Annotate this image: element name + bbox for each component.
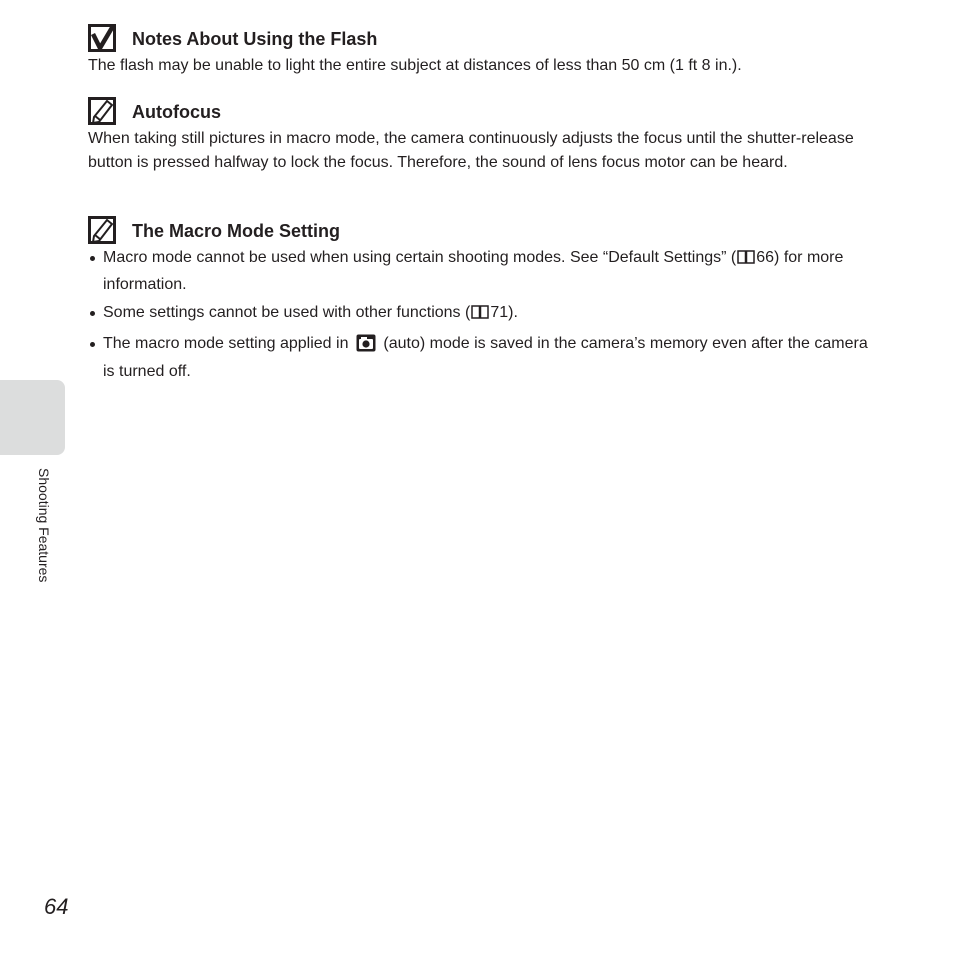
side-tab — [0, 380, 65, 455]
section-title: Autofocus — [132, 102, 221, 122]
page-reference[interactable]: 66 — [756, 249, 775, 266]
section-title: The Macro Mode Setting — [132, 221, 341, 241]
list-item: Some settings cannot be used with other functions ( 71). — [88, 301, 878, 328]
bullet-list — [88, 246, 878, 384]
section-body: The flash may be unable to light the entire subject at distances of less than 50 cm (1 ft 8 in.). — [88, 57, 742, 74]
pencil-note-icon — [88, 97, 116, 125]
list-item: Macro mode cannot be used when using certain shooting modes. See “Default Settings” ( 66) for more information. — [88, 246, 878, 297]
section-flash-notes — [88, 24, 878, 78]
section-heading — [88, 24, 878, 54]
pencil-note-icon — [88, 216, 116, 244]
side-tab-label: Shooting Features — [36, 468, 52, 583]
section-body: When taking still pictures in macro mode, the camera continuously adjusts the focus until the shutter-release button is pressed halfway to lock the focus. Therefore, the sound of lens focus motor can be heard. — [88, 130, 854, 171]
section-title: Notes About Using the Flash — [132, 29, 378, 49]
book-reference-icon — [471, 304, 489, 328]
section-heading — [88, 97, 878, 127]
book-reference-icon — [737, 249, 755, 273]
section-macro-mode-setting — [88, 216, 878, 388]
section-heading — [88, 216, 878, 246]
page-number: 64 — [44, 894, 69, 919]
camera-icon — [356, 334, 376, 360]
check-mark-icon — [88, 24, 116, 52]
page-reference[interactable]: 71 — [490, 304, 509, 321]
section-autofocus — [88, 97, 878, 175]
list-item: The macro mode setting applied in (auto) mode is saved in the camera’s memory even after the camera is turned off. — [88, 332, 878, 384]
